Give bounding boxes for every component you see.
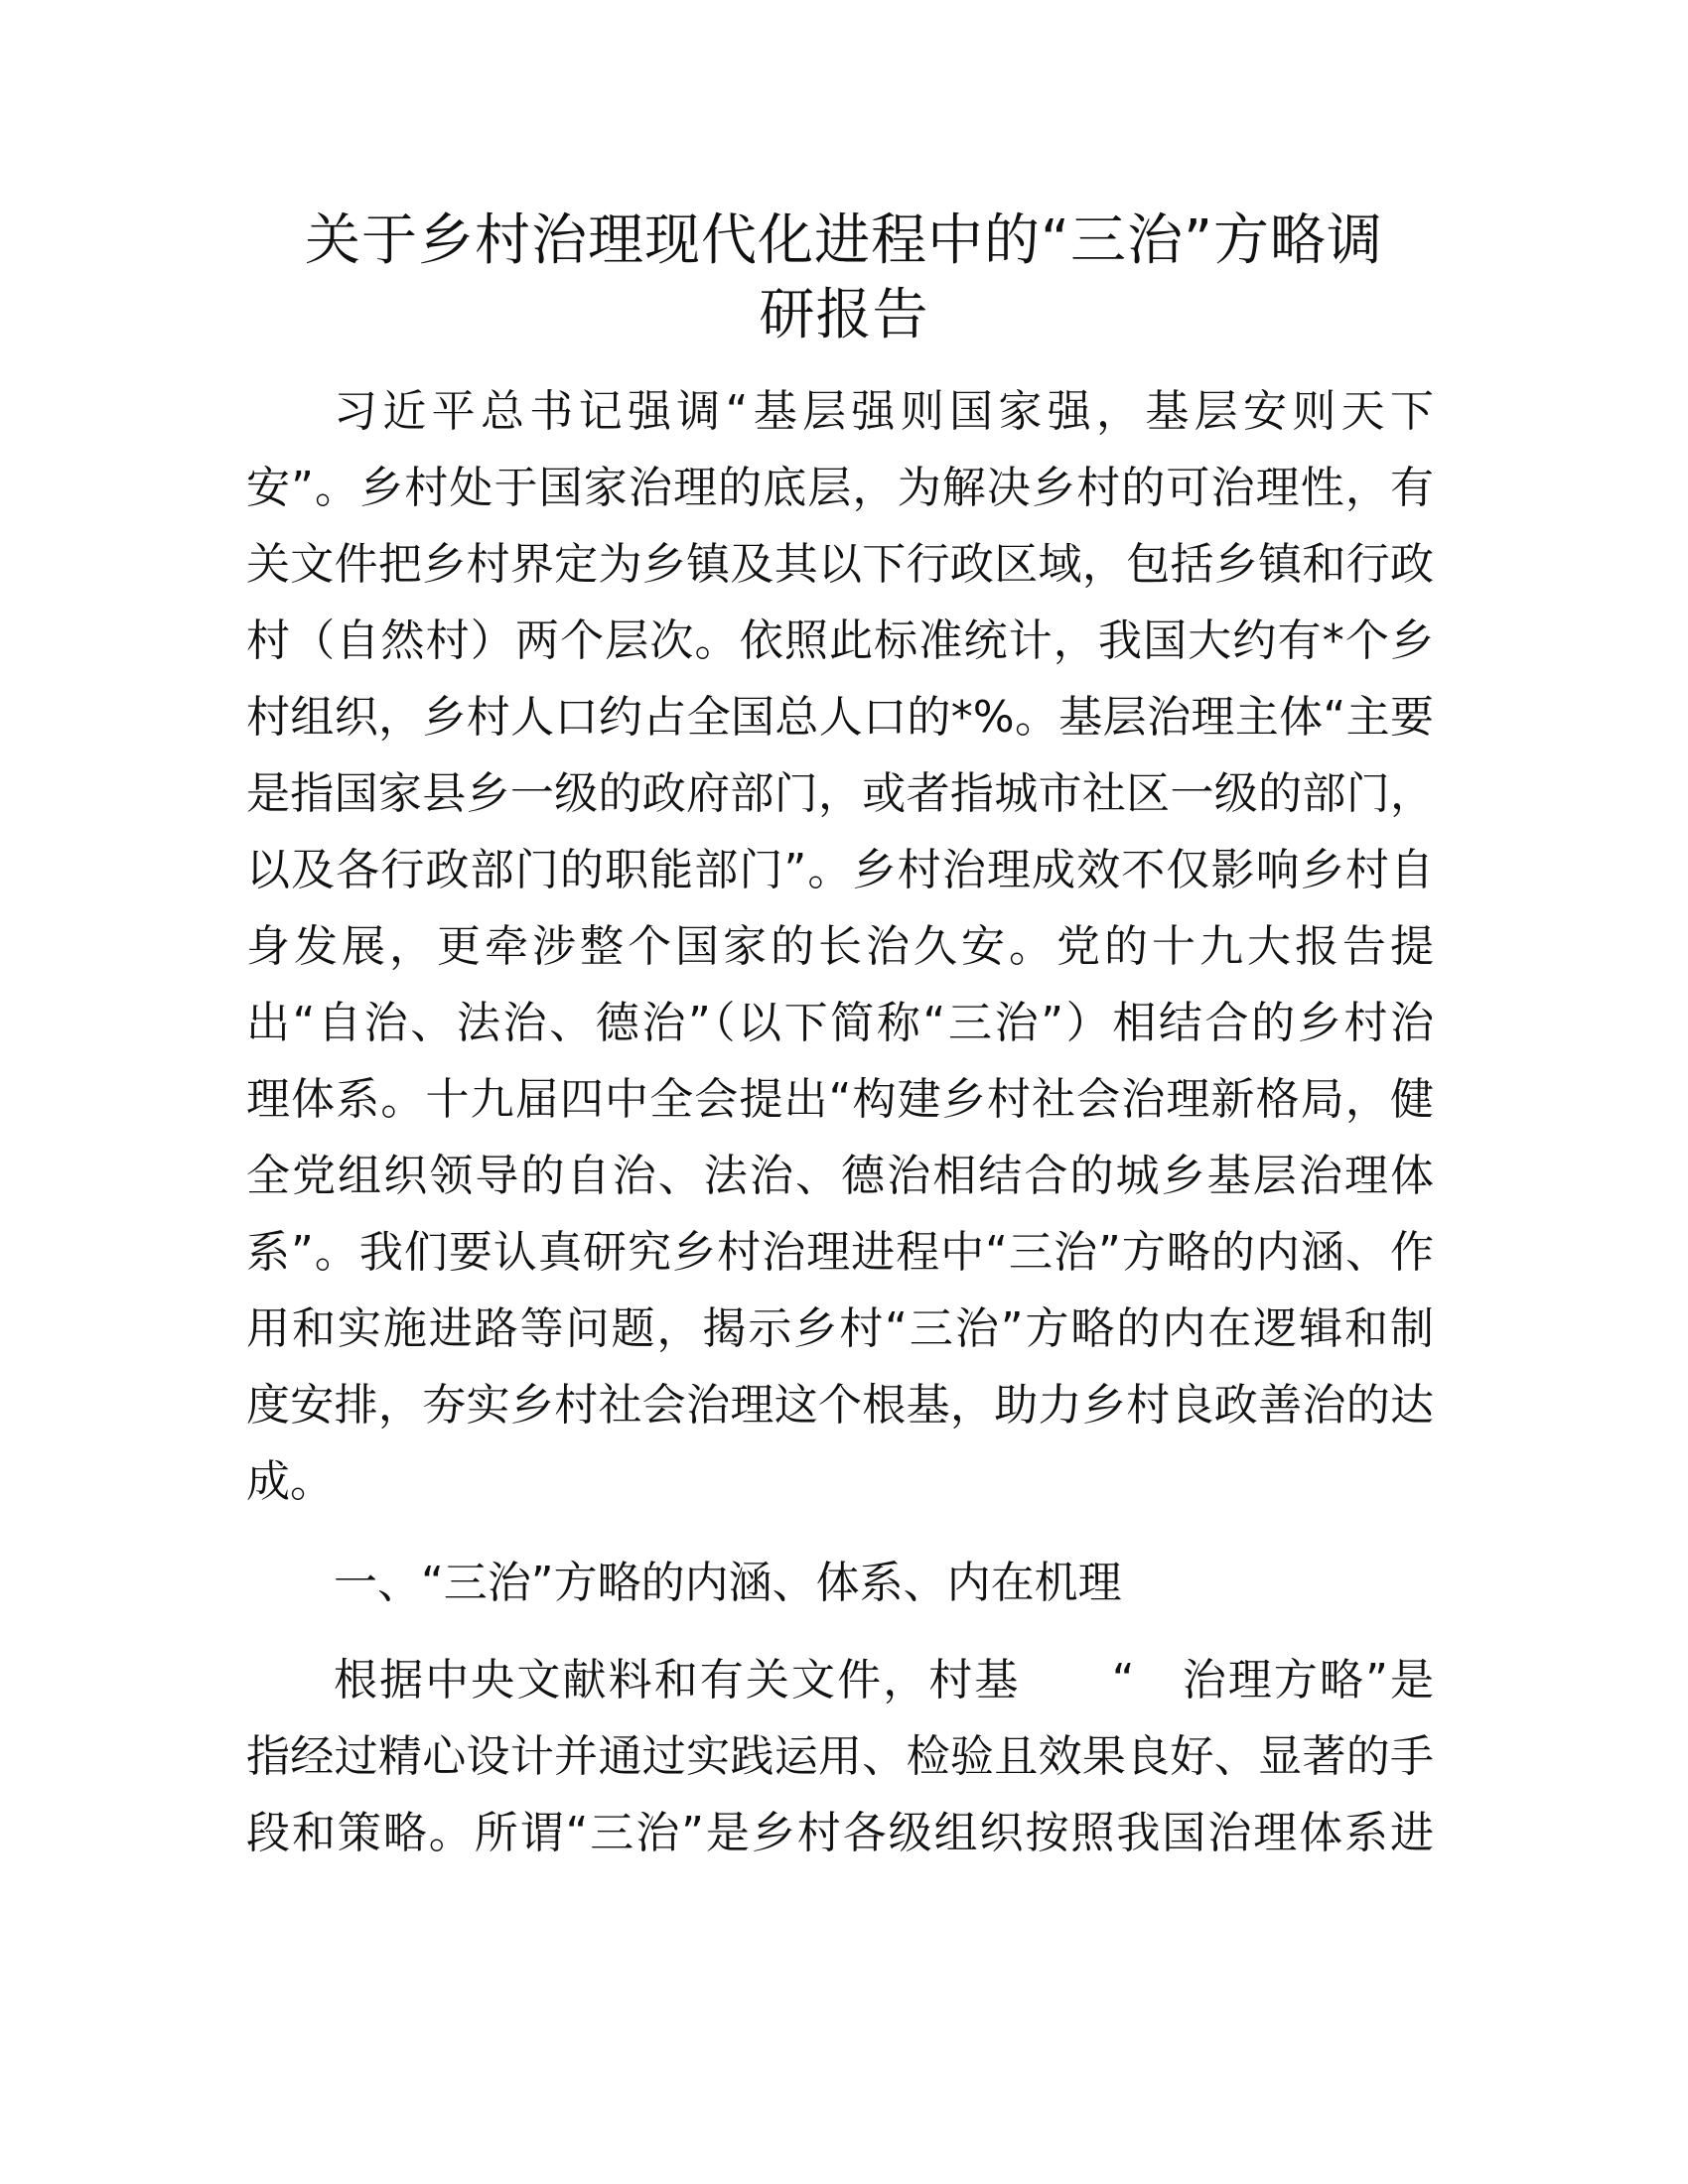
- paragraph-1-line-15: 成。: [246, 1456, 334, 1507]
- paragraph-1-line-9: 出“自治、法治、德治”（以下简称“三治”）相结合的乡村治: [246, 998, 1434, 1048]
- document-title-line-1: 关于乡村治理现代化进程中的“三治”方略调: [304, 208, 1384, 273]
- paragraph-1-line-6: 是指国家县乡一级的政府部门，或者指城市社区一级的部门，: [246, 768, 1434, 819]
- document-title-line-2: 研报告: [759, 283, 929, 347]
- paragraph-1-line-2: 安”。乡村处于国家治理的底层，为解决乡村的可治理性，有: [246, 463, 1434, 513]
- paragraph-1-line-8: 身发展，更牵涉整个国家的长治久安。党的十九大报告提: [246, 921, 1434, 972]
- paragraph-2-line-3: 段和策略。所谓“三治”是乡村各级组织按照我国治理体系进: [246, 1808, 1434, 1858]
- paragraph-1-line-13: 用和实施进路等问题，揭示乡村“三治”方略的内在逻辑和制: [246, 1303, 1434, 1354]
- paragraph-2-line-1: 根据中央文献料和有关文件，村基 “ 治理方略”是: [334, 1655, 1434, 1706]
- paragraph-1-line-14: 度安排，夯实乡村社会治理这个根基，助力乡村良政善治的达: [246, 1380, 1434, 1431]
- paragraph-1-line-4: 村（自然村）两个层次。依照此标准统计，我国大约有*个乡: [246, 615, 1434, 666]
- paragraph-1-line-3: 关文件把乡村界定为乡镇及其以下行政区域，包括乡镇和行政: [246, 539, 1434, 590]
- paragraph-2-line-2: 指经过精心设计并通过实践运用、检验且效果良好、显著的手: [246, 1731, 1434, 1782]
- paragraph-1-line-12: 系”。我们要认真研究乡村治理进程中“三治”方略的内涵、作: [246, 1227, 1434, 1278]
- paragraph-1-line-10: 理体系。十九届四中全会提出“构建乡村社会治理新格局，健: [246, 1074, 1434, 1125]
- paragraph-1-line-11: 全党组织领导的自治、法治、德治相结合的城乡基层治理体: [246, 1151, 1434, 1201]
- paragraph-1-line-5: 村组织，乡村人口约占全国总人口的*%。基层治理主体“主要: [246, 692, 1434, 743]
- paragraph-1-line-1: 习近平总书记强调“基层强则国家强，基层安则天下: [334, 386, 1434, 437]
- paragraph-1-line-7: 以及各行政部门的职能部门”。乡村治理成效不仅影响乡村自: [246, 845, 1434, 895]
- section-1-heading: 一、“三治”方略的内涵、体系、内在机理: [334, 1558, 1122, 1608]
